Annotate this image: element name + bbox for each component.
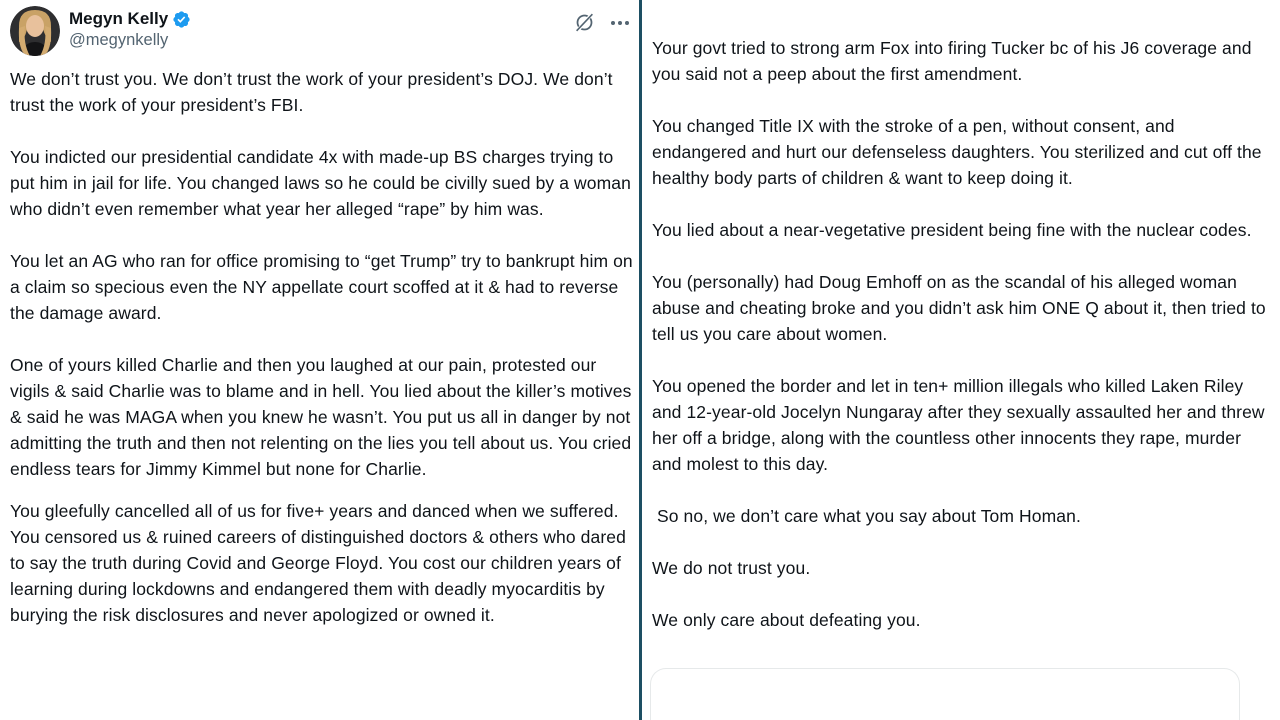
tweet-text-right bbox=[652, 35, 1271, 633]
tweet-paragraph: You indicted our presidential candidate 4x with made-up BS charges trying to put him in jail for life. You changed laws so he could be civilly sued by a woman who didn’t even remember what year her alleged “rape” by him was. bbox=[10, 147, 636, 219]
more-menu-icon[interactable] bbox=[611, 21, 629, 25]
tweet-column-right bbox=[642, 0, 1280, 720]
avatar-image bbox=[10, 6, 60, 56]
grok-icon[interactable] bbox=[574, 12, 595, 33]
tweet-paragraph: You opened the border and let in ten+ million illegals who killed Laken Riley and 12-year-old Jocelyn Nungaray after they sexually assaulted her and threw her off a bridge, along with the countless other innocents they rape, murder and molest to this day. bbox=[652, 376, 1270, 474]
verified-badge-icon bbox=[172, 10, 191, 29]
identity-block bbox=[69, 6, 191, 51]
tweet-paragraph: You gleefully cancelled all of us for five+ years and danced when we suffered. You censored us & ruined careers of distinguished doctors & others who dared to say the truth during Covid and George Floyd. You cost our children years of learning during lockdowns and endangered them with deadly myocarditis by burying the risk disclosures and never apologized or owned it. bbox=[10, 501, 631, 625]
tweet-paragraph: We don’t trust you. We don’t trust the work of your president’s DOJ. We don’t trust the work of your president’s FBI. bbox=[10, 69, 618, 115]
tweet-text-left bbox=[10, 66, 637, 628]
tweet-paragraph: So no, we don’t care what you say about Tom Homan. bbox=[652, 506, 1081, 526]
header-icons bbox=[574, 6, 637, 33]
tweet-paragraph: You lied about a near-vegetative president being fine with the nuclear codes. bbox=[652, 220, 1252, 240]
tweet-paragraph: Your govt tried to strong arm Fox into firing Tucker bc of his J6 coverage and you said not a peep about the first amendment. bbox=[652, 38, 1257, 84]
display-name[interactable]: Megyn Kelly bbox=[69, 9, 169, 28]
tweet-paragraph: You (personally) had Doug Emhoff on as the scandal of his alleged woman abuse and cheating broke and you didn’t ask him ONE Q about it, then tried to tell us you care about women. bbox=[652, 272, 1271, 344]
tweet-paragraph: One of yours killed Charlie and then you laughed at our pain, protested our vigils & said Charlie was to blame and in hell. You lied about the killer’s motives & said he was MAGA when you knew he wasn’t. You put us all in danger by not admitting the truth and then not relenting on the lies you tell about us. You cried endless tears for Jimmy Kimmel but none for Charlie. bbox=[10, 355, 637, 479]
tweet-paragraph: You changed Title IX with the stroke of a pen, without consent, and endangered and hurt our defenseless daughters. You sterilized and cut off the healthy body parts of children & want to keep doing it. bbox=[652, 116, 1267, 188]
tweet-header bbox=[10, 6, 637, 56]
tweet-paragraph: You let an AG who ran for office promising to “get Trump” try to bankrupt him on a claim so specious even the NY appellate court scoffed at it & had to reverse the damage award. bbox=[10, 251, 638, 323]
tweet-column-left bbox=[0, 0, 639, 720]
user-handle[interactable]: @megynkelly bbox=[69, 31, 169, 50]
tweet-paragraph: We only care about defeating you. bbox=[652, 610, 921, 630]
quoted-tweet-card[interactable] bbox=[650, 668, 1240, 720]
avatar[interactable] bbox=[10, 6, 60, 56]
tweet-paragraph: We do not trust you. bbox=[652, 558, 811, 578]
